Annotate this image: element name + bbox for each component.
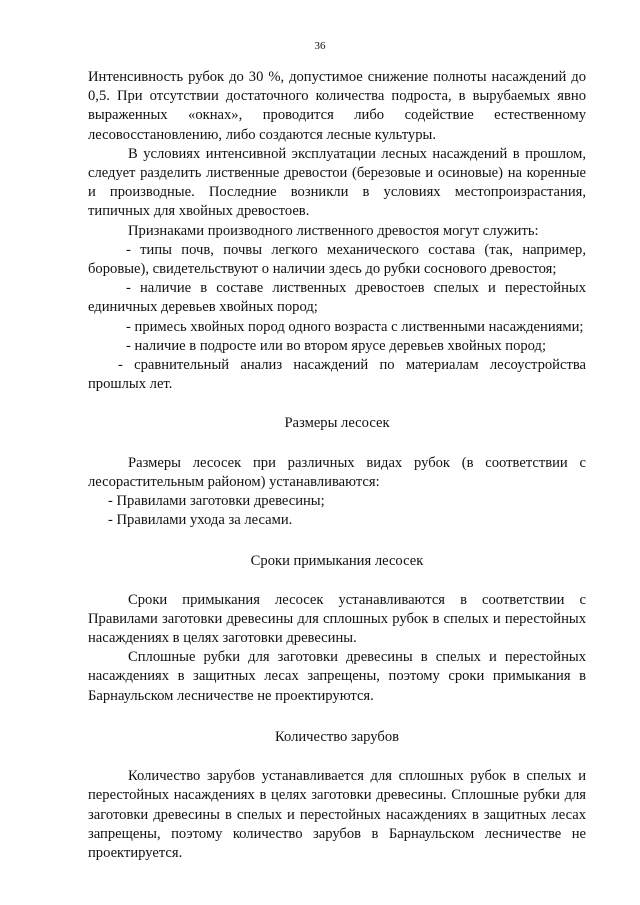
paragraph-stand-classification: В условиях интенсивной эксплуатации лесных насаждений в прошлом, следует разделить лиственные древостои (березовые и осиновые) на коренные и производные. Последние возникли в условиях местопроизрастания, типичных для хвойных древостоев.: [88, 145, 586, 220]
section-heading-count: Количество зарубов: [274, 728, 400, 745]
section-heading-adjacency: Сроки примыкания лесосек: [250, 553, 424, 570]
paragraph-adjacency-rules: Сроки примыкания лесосек устанавливаются в соответствии с Правилами заготовки древесины для сплошных рубок в спелых и перестойных насаждениях в целях заготовки древесины.: [88, 591, 586, 647]
page-number: 36: [314, 40, 326, 52]
list-item: - наличие в подросте или во втором ярусе деревьев хвойных пород;: [126, 337, 547, 354]
paragraph-signs-intro: Признаками производного лиственного древостоя могут служить:: [128, 222, 539, 239]
list-item: - Правилами ухода за лесами.: [108, 512, 293, 529]
list-item: - примесь хвойных пород одного возраста с лиственными насаждениями;: [126, 318, 584, 335]
list-item: - типы почв, почвы легкого механического состава (так, например, боровые), свидетельствуют о наличии здесь до рубки соснового древостоя;: [88, 241, 586, 278]
list-item: - сравнительный анализ насаждений по материалам лесоустройства прошлых лет.: [88, 357, 586, 393]
list-item: - наличие в составе лиственных древостоев спелых и перестойных единичных деревьев хвойных пород;: [88, 280, 586, 316]
paragraph-count: Количество зарубов устанавливается для сплошных рубок в спелых и перестойных насаждениях в целях заготовки древесины. Сплошные рубки для заготовки древесины в спелых и перестойных насаждениях в защитных лесах запрещены, поэтому количество зарубов в Барнаульском лесничестве не проектируется.: [88, 768, 586, 861]
list-item: - Правилами заготовки древесины;: [108, 493, 325, 510]
paragraph-thinning-intensity: Интенсивность рубок до 30 %, допустимое снижение полноты насаждений до 0,5. При отсутствии достаточного количества подроста, в вырубаемых явно выраженных «окнах», проводится либо содействие естественному лесовосстановлению, либо создаются лесные культуры.: [88, 69, 586, 143]
section-heading-sizes: Размеры лесосек: [284, 415, 390, 432]
document-body: [88, 68, 586, 863]
paragraph-sizes-intro: Размеры лесосек при различных видах рубок (в соответствии с лесорастительным районом) устанавливаются:: [88, 454, 586, 490]
paragraph-adjacency-ban: Сплошные рубки для заготовки древесины в спелых и перестойных насаждениях в защитных лесах запрещены, поэтому сроки примыкания в Барнаульском лесничестве не проектируются.: [88, 649, 586, 704]
